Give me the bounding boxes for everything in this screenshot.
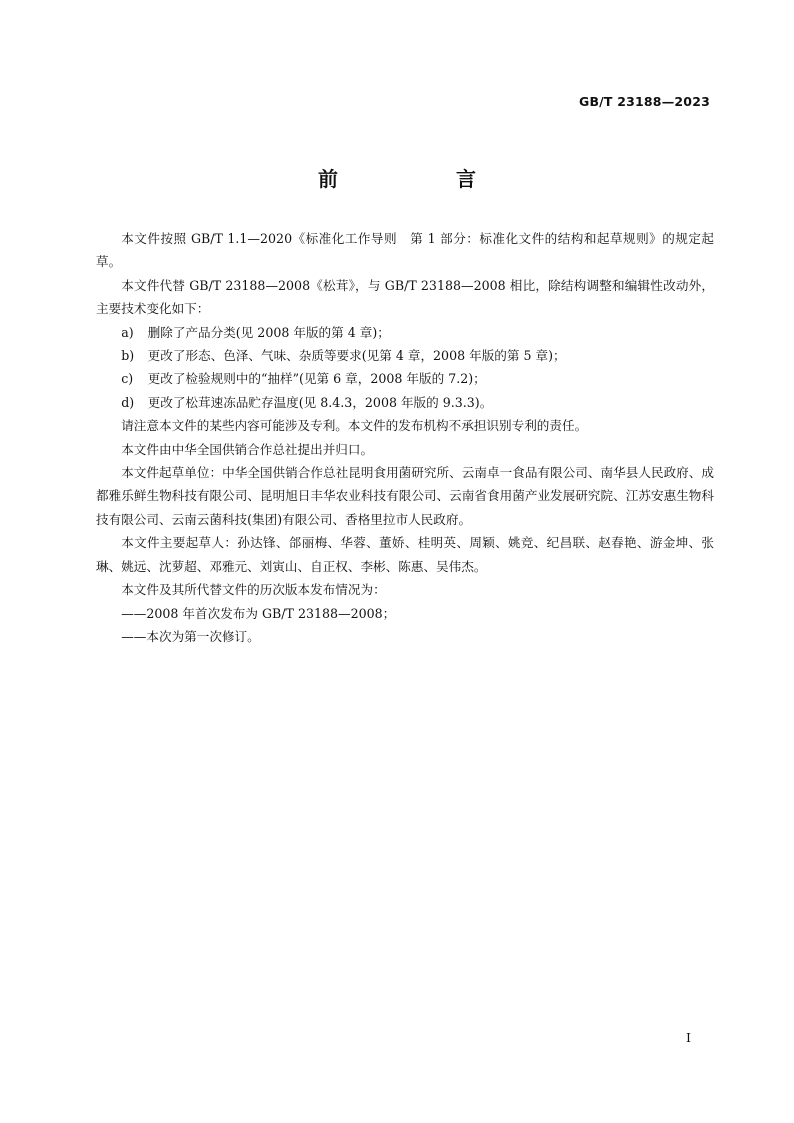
paragraph-drafters: 本文件主要起草人：孙达锋、郃丽梅、华蓉、董娇、桂明英、周颖、姚竞、纪昌联、赵春艳、游金坤、张琳、姚远、沈萝超、邓雅元、刘寅山、自正权、李彬、陈惠、吴伟杰。	[96, 535, 714, 574]
list-item-text: 删除了产品分类(见 2008 年版的第 4 章)；	[147, 324, 390, 340]
list-marker: c)	[121, 371, 134, 387]
list-marker: d)	[121, 394, 135, 410]
paragraph-drafting-units: 本文件起草单位：中华全国供销合作总社昆明食用菌研究所、云南卓一食品有限公司、南华县人民政府、成都雅乐鲜生物科技有限公司、昆明旭日丰华农业科技有限公司、云南省食用菌产业发展研究院、江苏安惠生物科技有限公司、云南云菌科技(集团)有限公司、香格里拉市人民政府。	[96, 465, 714, 527]
paragraph-patent-notice: 请注意本文件的某些内容可能涉及专利。本文件的发布机构不承担识别专利的责任。	[121, 418, 588, 434]
preface-body	[96, 227, 714, 648]
paragraph-proposer: 本文件由中华全国供销合作总社提出并归口。	[121, 441, 374, 457]
list-item-text: 更改了检验规则中的“抽样”(见第 6 章，2008 年版的 7.2)；	[147, 371, 486, 387]
paragraph-history-intro: 本文件及其所代替文件的历次版本发布情况为：	[121, 582, 386, 598]
paragraph-drafting-rules: 本文件按照 GB/T 1.1—2020《标准化工作导则 第 1 部分：标准化文件的结构和起草规则》的规定起草。	[96, 231, 714, 270]
list-marker: b)	[121, 348, 135, 364]
list-marker: a)	[121, 324, 134, 340]
history-item: ——本次为第一次修订。	[121, 628, 260, 644]
page-title: 前 言	[318, 167, 502, 191]
list-item	[96, 391, 714, 414]
list-item	[96, 367, 714, 390]
list-item-text: 更改了形态、色泽、气味、杂质等要求(见第 4 章，2008 年版的第 5 章)；	[147, 348, 566, 364]
standard-code: GB/T 23188—2023	[578, 94, 710, 109]
list-item	[96, 344, 714, 367]
history-item: ——2008 年首次发布为 GB/T 23188—2008；	[121, 605, 396, 621]
list-item	[96, 321, 714, 344]
list-item-text: 更改了松茸速冻品贮存温度(见 8.4.3，2008 年版的 9.3.3)。	[147, 394, 493, 410]
page-number: I	[686, 1030, 691, 1045]
paragraph-replacement: 本文件代替 GB/T 23188—2008《松茸》，与 GB/T 23188—2008 相比，除结构调整和编辑性改动外，主要技术变化如下：	[96, 277, 714, 317]
